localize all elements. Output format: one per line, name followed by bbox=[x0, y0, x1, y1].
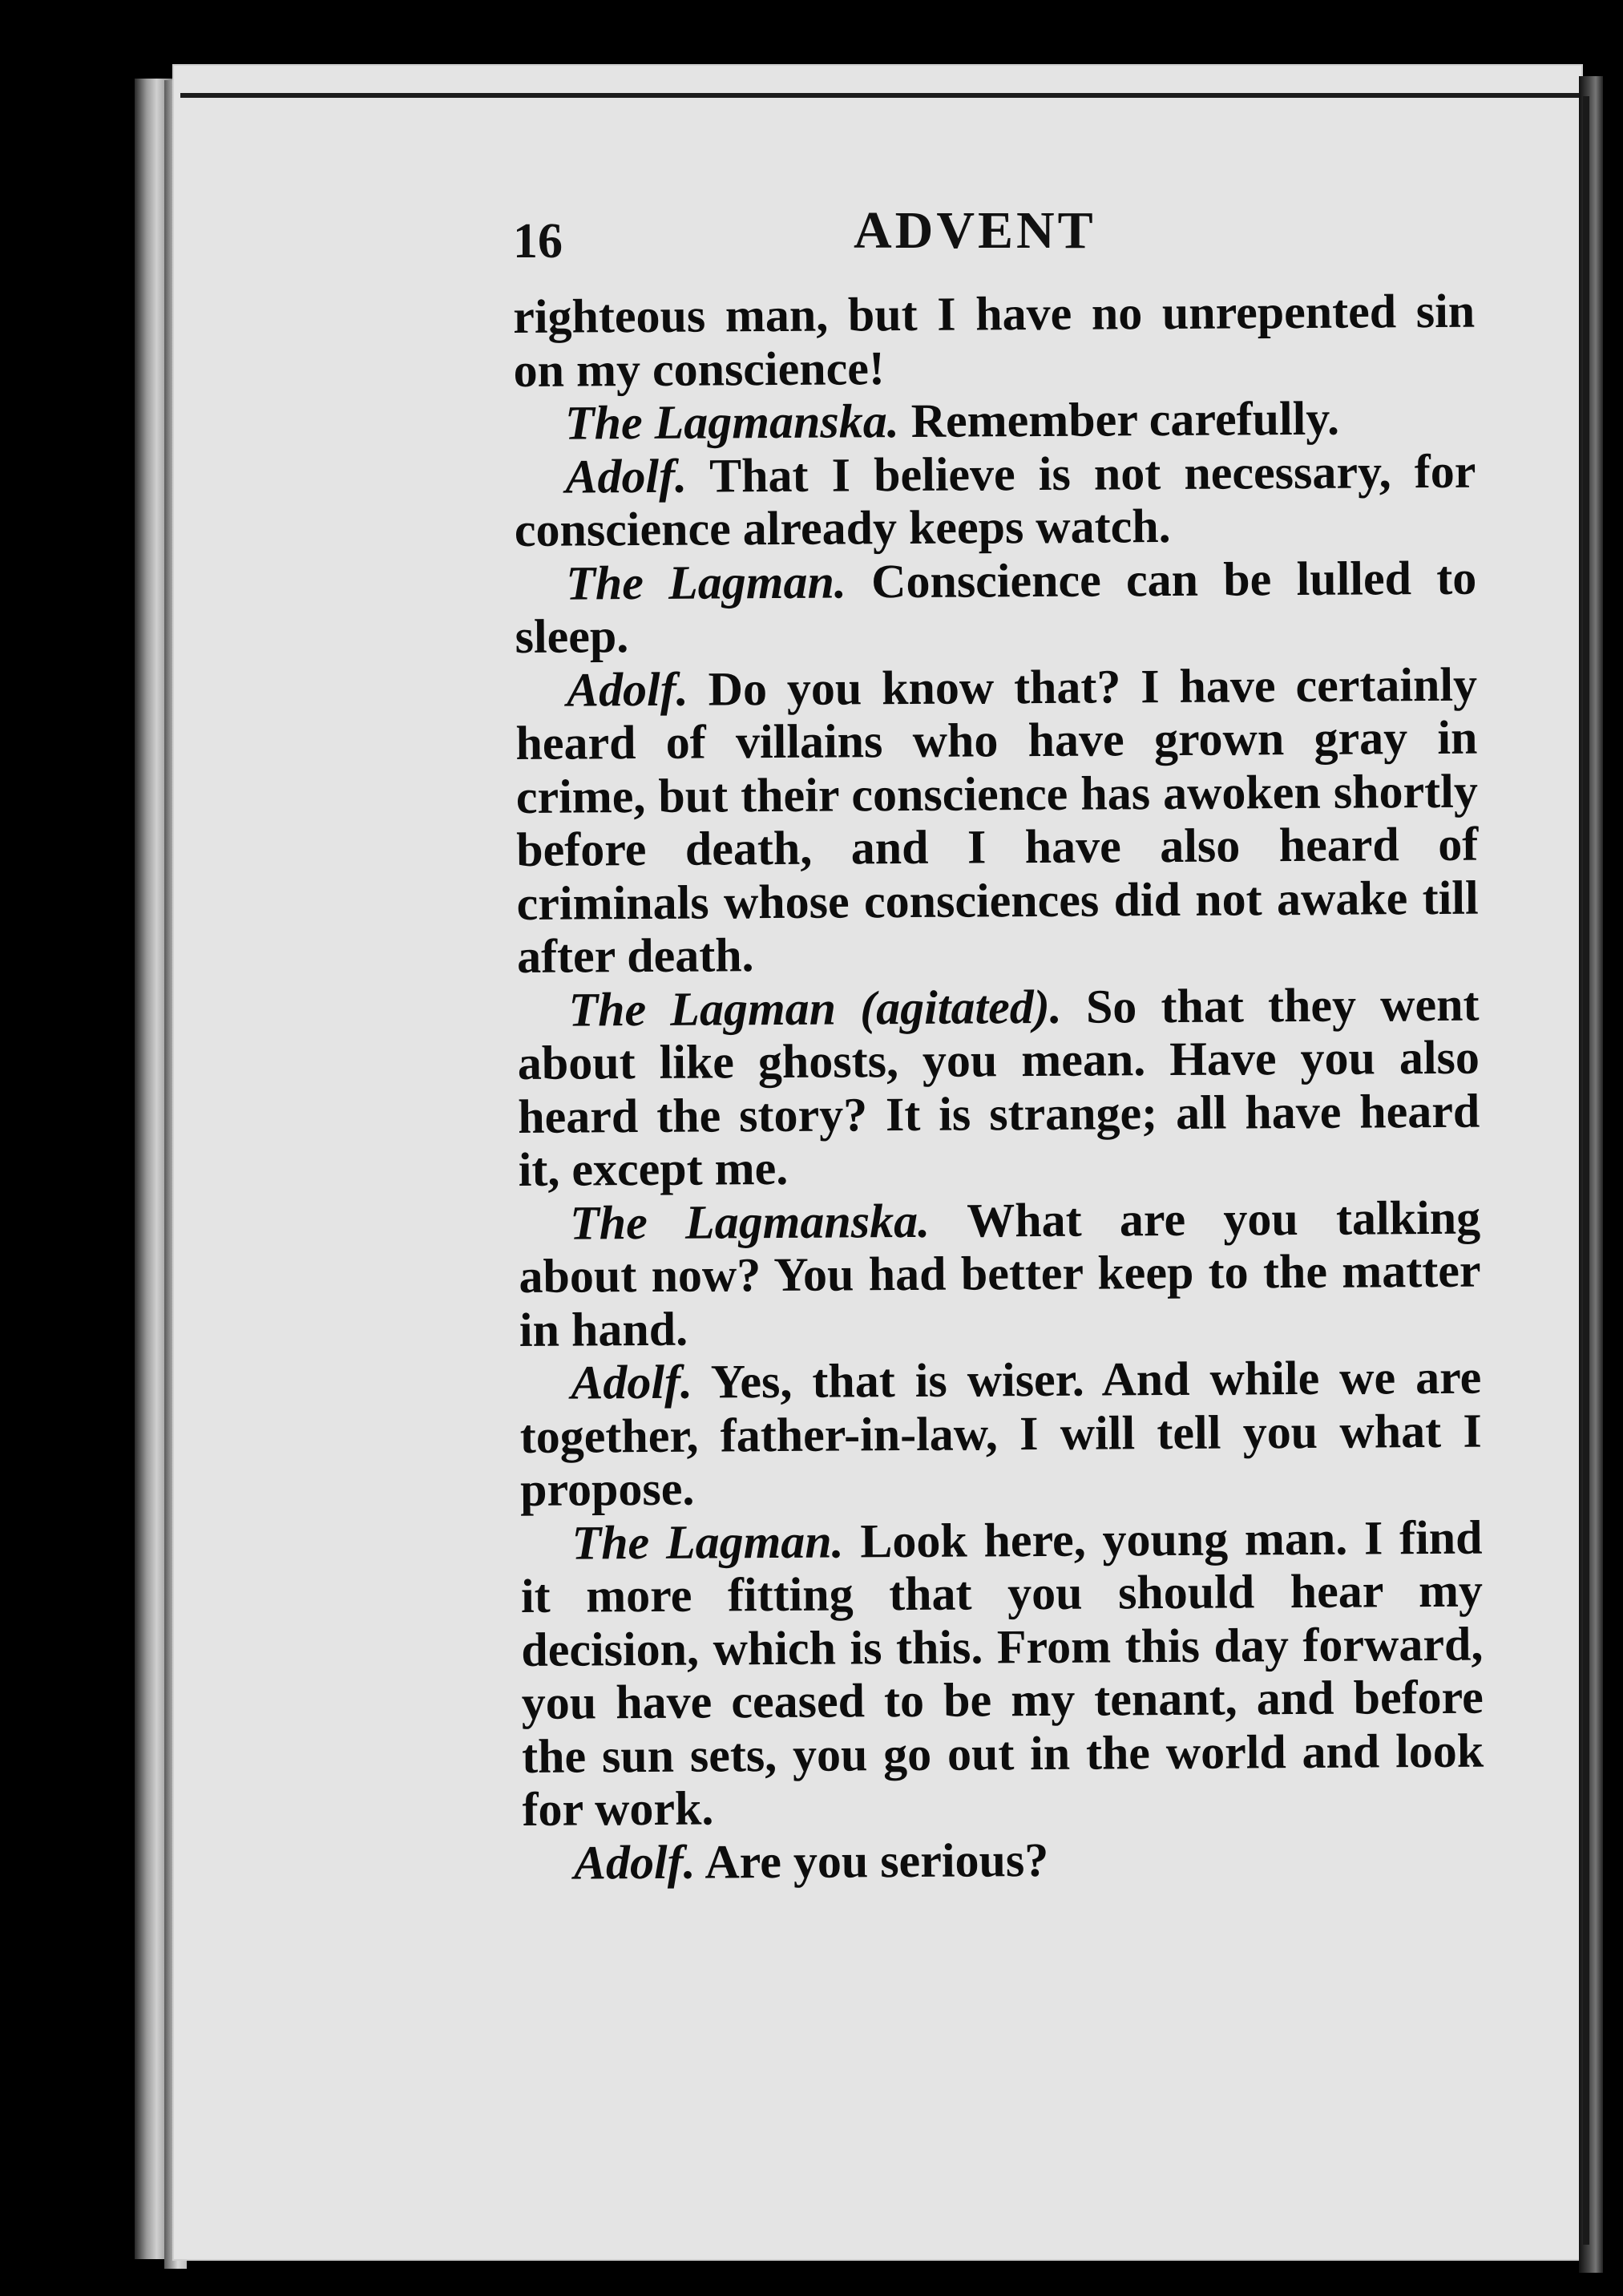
paragraph bbox=[515, 551, 1477, 663]
speech-text: So that they went about like ghosts, you mean. Have you also heard the story? It is strange; all have heard it, except me. bbox=[517, 977, 1480, 1196]
running-head: ADVENT bbox=[854, 201, 1096, 260]
paragraph bbox=[513, 285, 1476, 397]
speech-text: What are you talking about now? You had better keep to the matter in hand. bbox=[519, 1190, 1481, 1356]
speech-text: That I believe is not necessary, for conscience already keeps watch. bbox=[514, 444, 1476, 556]
speech-text: righteous man, but I have no unrepented sin on my conscience! bbox=[513, 284, 1476, 397]
speaker-name: The Lagman. bbox=[566, 554, 847, 610]
page-number: 16 bbox=[513, 214, 563, 269]
page-header bbox=[513, 200, 1475, 273]
paragraph bbox=[520, 1510, 1484, 1836]
paragraph bbox=[514, 391, 1476, 451]
speaker-name: The Lagmanska. bbox=[569, 1194, 931, 1250]
paragraph bbox=[523, 1830, 1484, 1890]
speech-text: Look here, young man. I find it more fitting that you should hear my decision, which is this. From this day forward, you have ceased to be my tenant, and before the sun sets, you go out in the world and look for work. bbox=[520, 1510, 1484, 1836]
page-right-border bbox=[1583, 96, 1589, 2245]
speaker-name: Adolf. bbox=[571, 1355, 693, 1409]
speaker-name: Adolf. bbox=[565, 449, 688, 503]
paragraph bbox=[517, 977, 1480, 1196]
speaker-name: The Lagman. bbox=[571, 1514, 844, 1570]
paragraph bbox=[515, 657, 1479, 983]
speech-text: Do you know that? I have certainly heard of villains who have grown gray in crime, but their conscience has awoken shortly before death, and I have also heard of criminals whose consciences did not awake till after death. bbox=[515, 657, 1479, 983]
speaker-name: The Lagmanska. bbox=[564, 394, 899, 450]
speech-text: Conscience can be lulled to sleep. bbox=[515, 551, 1477, 663]
paragraph bbox=[514, 444, 1476, 556]
speaker-name: The Lagman (agitated). bbox=[568, 980, 1062, 1037]
speech-text: Are you serious? bbox=[695, 1833, 1049, 1889]
speech-text: Yes, that is wiser. And while we are together, father-in-law, I will tell you what I propose. bbox=[519, 1350, 1482, 1516]
speaker-name: Adolf. bbox=[573, 1835, 696, 1890]
speaker-name: Adolf. bbox=[566, 662, 688, 717]
page-top-border bbox=[180, 93, 1583, 98]
speech-text: Remember carefully. bbox=[898, 391, 1340, 448]
paragraph bbox=[519, 1351, 1482, 1517]
paragraph bbox=[519, 1190, 1481, 1356]
dialogue-text bbox=[513, 285, 1484, 1890]
